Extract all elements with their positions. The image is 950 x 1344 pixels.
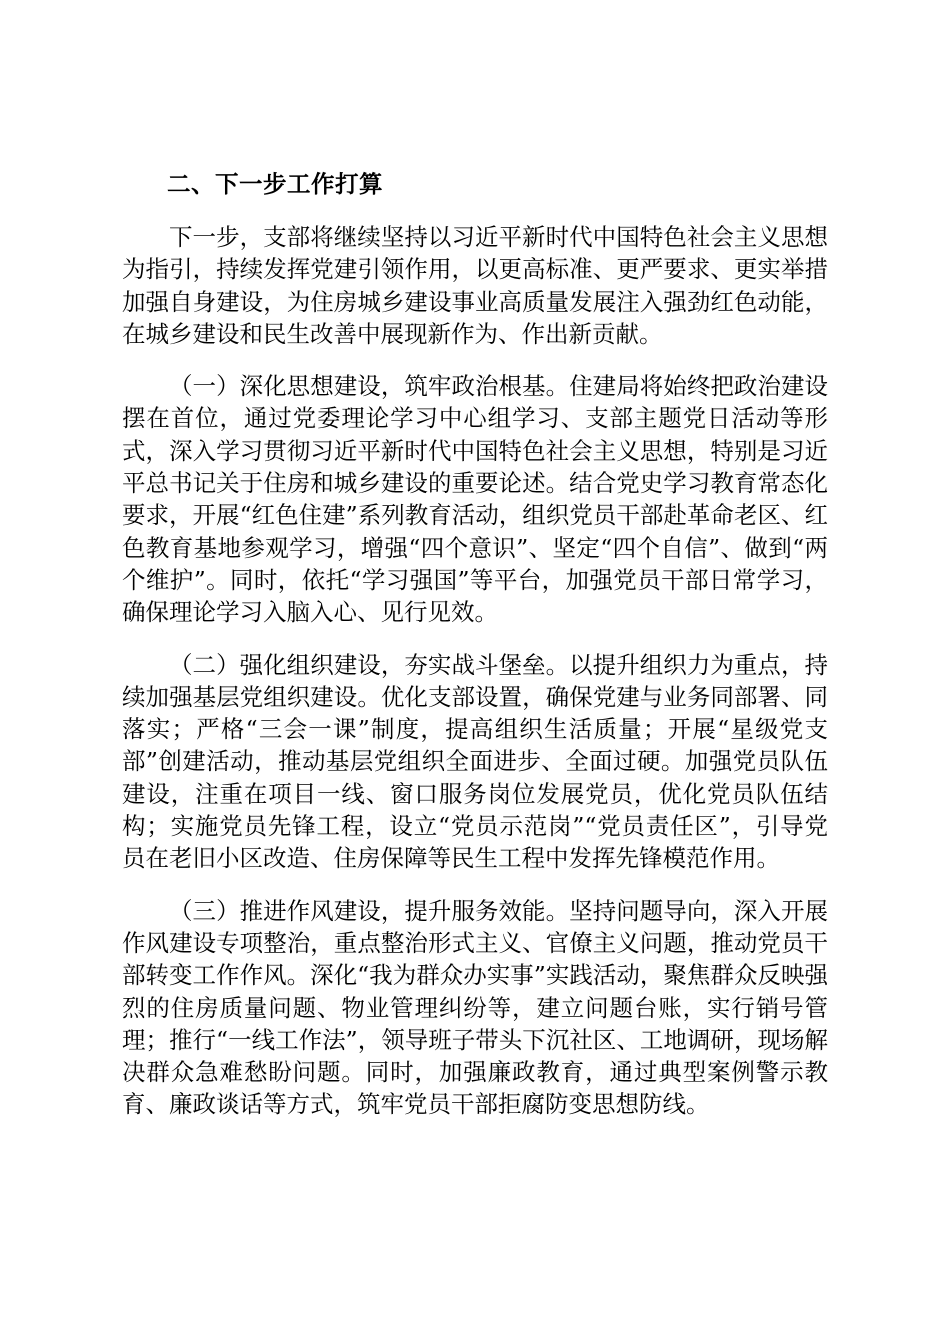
paragraph-ideological-building: （一）深化思想建设，筑牢政治根基。住建局将始终把政治建设摆在首位，通过党委理论学习中心组学习、支部主题党日活动等形式，深入学习贯彻习近平新时代中国特色社会主义思想，特别是习近平总书记关于住房和城乡建设的重要论述。结合党史学习教育常态化要求，开展“红色住建”系列教育活动，组织党员干部赴革命老区、红色教育基地参观学习，增强“四个意识”、坚定“四个自信”、做到“两个维护”。同时，依托“学习强国”等平台，加强党员干部日常学习，确保理论学习入脑入心、见行见效。 xyxy=(122,372,828,627)
paragraph-organizational-building: （二）强化组织建设，夯实战斗堡垒。以提升组织力为重点，持续加强基层党组织建设。优化支部设置，确保党建与业务同部署、同落实；严格“三会一课”制度，提高组织生活质量；开展“星级党支部”创建活动，推动基层党组织全面进步、全面过硬。加强党员队伍建设，注重在项目一线、窗口服务岗位发展党员，优化党员队伍结构；实施党员先锋工程，设立“党员示范岗”“党员责任区”，引导党员在老旧小区改造、住房保障等民生工程中发挥先锋模范作用。 xyxy=(122,650,828,873)
paragraph-intro: 下一步，支部将继续坚持以习近平新时代中国特色社会主义思想为指引，持续发挥党建引领作用，以更高标准、更严要求、更实举措加强自身建设，为住房城乡建设事业高质量发展注入强劲红色动能，在城乡建设和民生改善中展现新作为、作出新贡献。 xyxy=(122,223,828,348)
section-heading: 二、下一步工作打算 xyxy=(167,170,383,198)
document-body xyxy=(122,166,828,1141)
paragraph-work-style-building: （三）推进作风建设，提升服务效能。坚持问题导向，深入开展作风建设专项整治，重点整治形式主义、官僚主义问题，推动党员干部转变工作作风。深化“我为群众办实事”实践活动，聚焦群众反映强烈的住房质量问题、物业管理纠纷等，建立问题台账，实行销号管理；推行“一线工作法”，领导班子带头下沉社区、工地调研，现场解决群众急难愁盼问题。同时，加强廉政教育，通过典型案例警示教育、廉政谈话等方式，筑牢党员干部拒腐防变思想防线。 xyxy=(122,896,828,1119)
